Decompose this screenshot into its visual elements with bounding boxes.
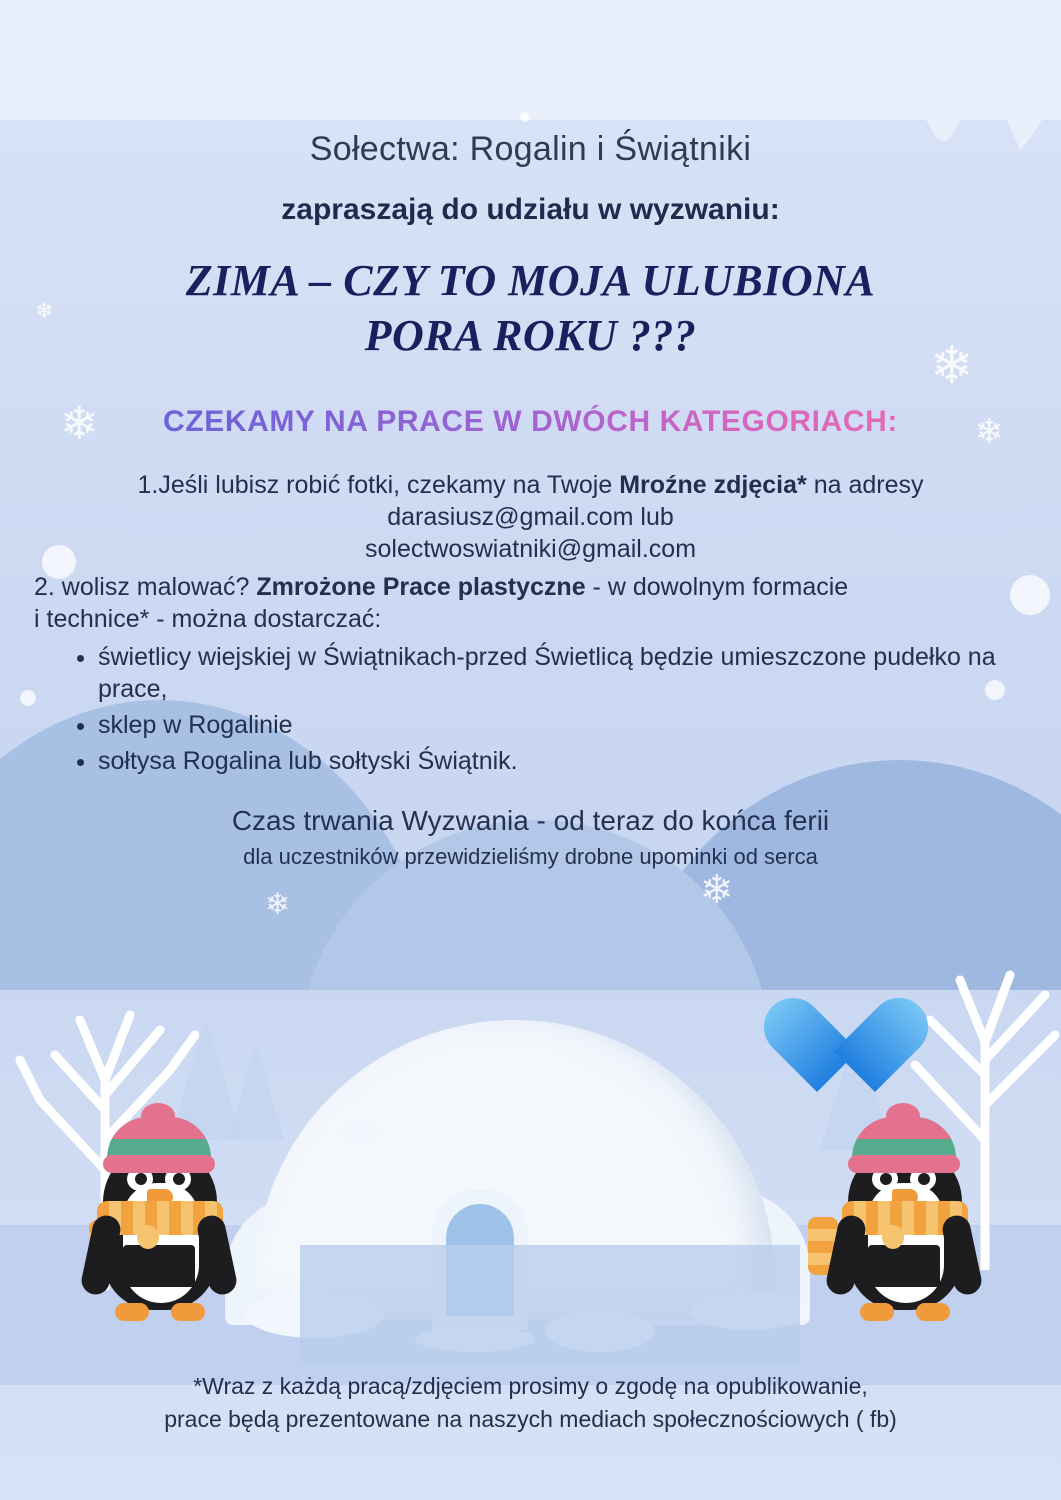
list-item: • sołtysa Rogalina lub sołtyski Świątnik. xyxy=(98,745,1041,777)
category-2-line-1 xyxy=(34,571,1027,603)
blue-heart-icon xyxy=(765,1000,875,1110)
penguin-foot xyxy=(171,1303,205,1321)
penguin-eye xyxy=(918,1173,930,1185)
penguin-foot xyxy=(860,1303,894,1321)
poster-title-line-2: PORA ROKU ??? xyxy=(364,311,697,360)
snowflake-icon: ❄ xyxy=(265,888,291,921)
body-text xyxy=(20,469,1041,871)
snowflake-icon: ❄ xyxy=(35,298,54,323)
penguin-eye xyxy=(173,1173,185,1185)
email-2: solectwoswiatniki@gmail.com xyxy=(364,535,697,563)
snowflake-icon: ❄ xyxy=(930,337,974,395)
dropoff-places-list xyxy=(20,641,1041,777)
categories-heading: CZEKAMY NA PRACE W DWÓCH KATEGORIACH: xyxy=(20,405,1041,439)
snow-lump xyxy=(340,1120,380,1146)
category-1-prefix: 1.Jeśli lubisz robić fotki, czekamy na Twoje xyxy=(137,471,620,499)
penguin-hat-pompom xyxy=(141,1103,175,1129)
footnote-line-2: prace będą prezentowane na naszych mediach społecznościowych ( fb) xyxy=(164,1405,897,1432)
penguin-right-illustration xyxy=(830,1105,980,1325)
category-1-bold: Mroźne zdjęcia* xyxy=(619,471,807,499)
igloo-scene xyxy=(0,990,1061,1390)
email-1: darasiusz@gmail.com lub xyxy=(387,503,674,531)
penguin-foot xyxy=(115,1303,149,1321)
footnote-line-1: *Wraz z każdą pracą/zdjęciem prosimy o zgodę na opublikowanie, xyxy=(193,1373,868,1399)
penguin-hat-pompom xyxy=(886,1103,920,1129)
category-2-suffix: - w dowolnym formacie xyxy=(585,573,849,601)
category-2-line-2: i technice* - można dostarczać: xyxy=(34,605,382,633)
poster-title-line-1: ZIMA – CZY TO MOJA ULUBIONA xyxy=(185,256,876,305)
penguin-left-illustration xyxy=(85,1105,235,1325)
penguin-sign xyxy=(123,1245,195,1287)
poster-text-content xyxy=(0,130,1061,871)
penguin-hat-band xyxy=(848,1155,960,1173)
organizers-line: Sołectwa: Rogalin i Świątniki xyxy=(309,130,752,168)
penguin-chick xyxy=(882,1225,904,1249)
category-2 xyxy=(20,571,1041,635)
poster-title xyxy=(20,253,1041,363)
penguin-sign xyxy=(868,1245,940,1287)
category-2-bold: Zmrożone Prace plastyczne xyxy=(256,573,586,601)
penguin-eye xyxy=(880,1173,892,1185)
category-1 xyxy=(20,469,1041,565)
snowflake-icon: ❄ xyxy=(700,868,734,912)
penguin-eye xyxy=(135,1173,147,1185)
snow-dot xyxy=(520,112,530,122)
scene-backdrop-panel xyxy=(300,1245,800,1365)
category-2-prefix: 2. wolisz malować? xyxy=(34,573,257,601)
invitation-line: zapraszają do udziału w wyzwaniu: xyxy=(281,193,780,226)
penguin-hat-band xyxy=(103,1155,215,1173)
penguin-chick xyxy=(137,1225,159,1249)
category-1-suffix: na adresy xyxy=(806,471,924,499)
duration-line: Czas trwania Wyzwania - od teraz do końca ferii xyxy=(231,805,830,836)
duration-subline: dla uczestników przewidzieliśmy drobne upominki od serca xyxy=(243,843,818,869)
penguin-foot xyxy=(916,1303,950,1321)
footnote xyxy=(0,1370,1061,1435)
list-item: • sklep w Rogalinie xyxy=(98,709,1041,741)
list-item: • świetlicy wiejskiej w Świątnikach-przed Świetlicą będzie umieszczone pudełko na prace, xyxy=(98,641,1041,705)
